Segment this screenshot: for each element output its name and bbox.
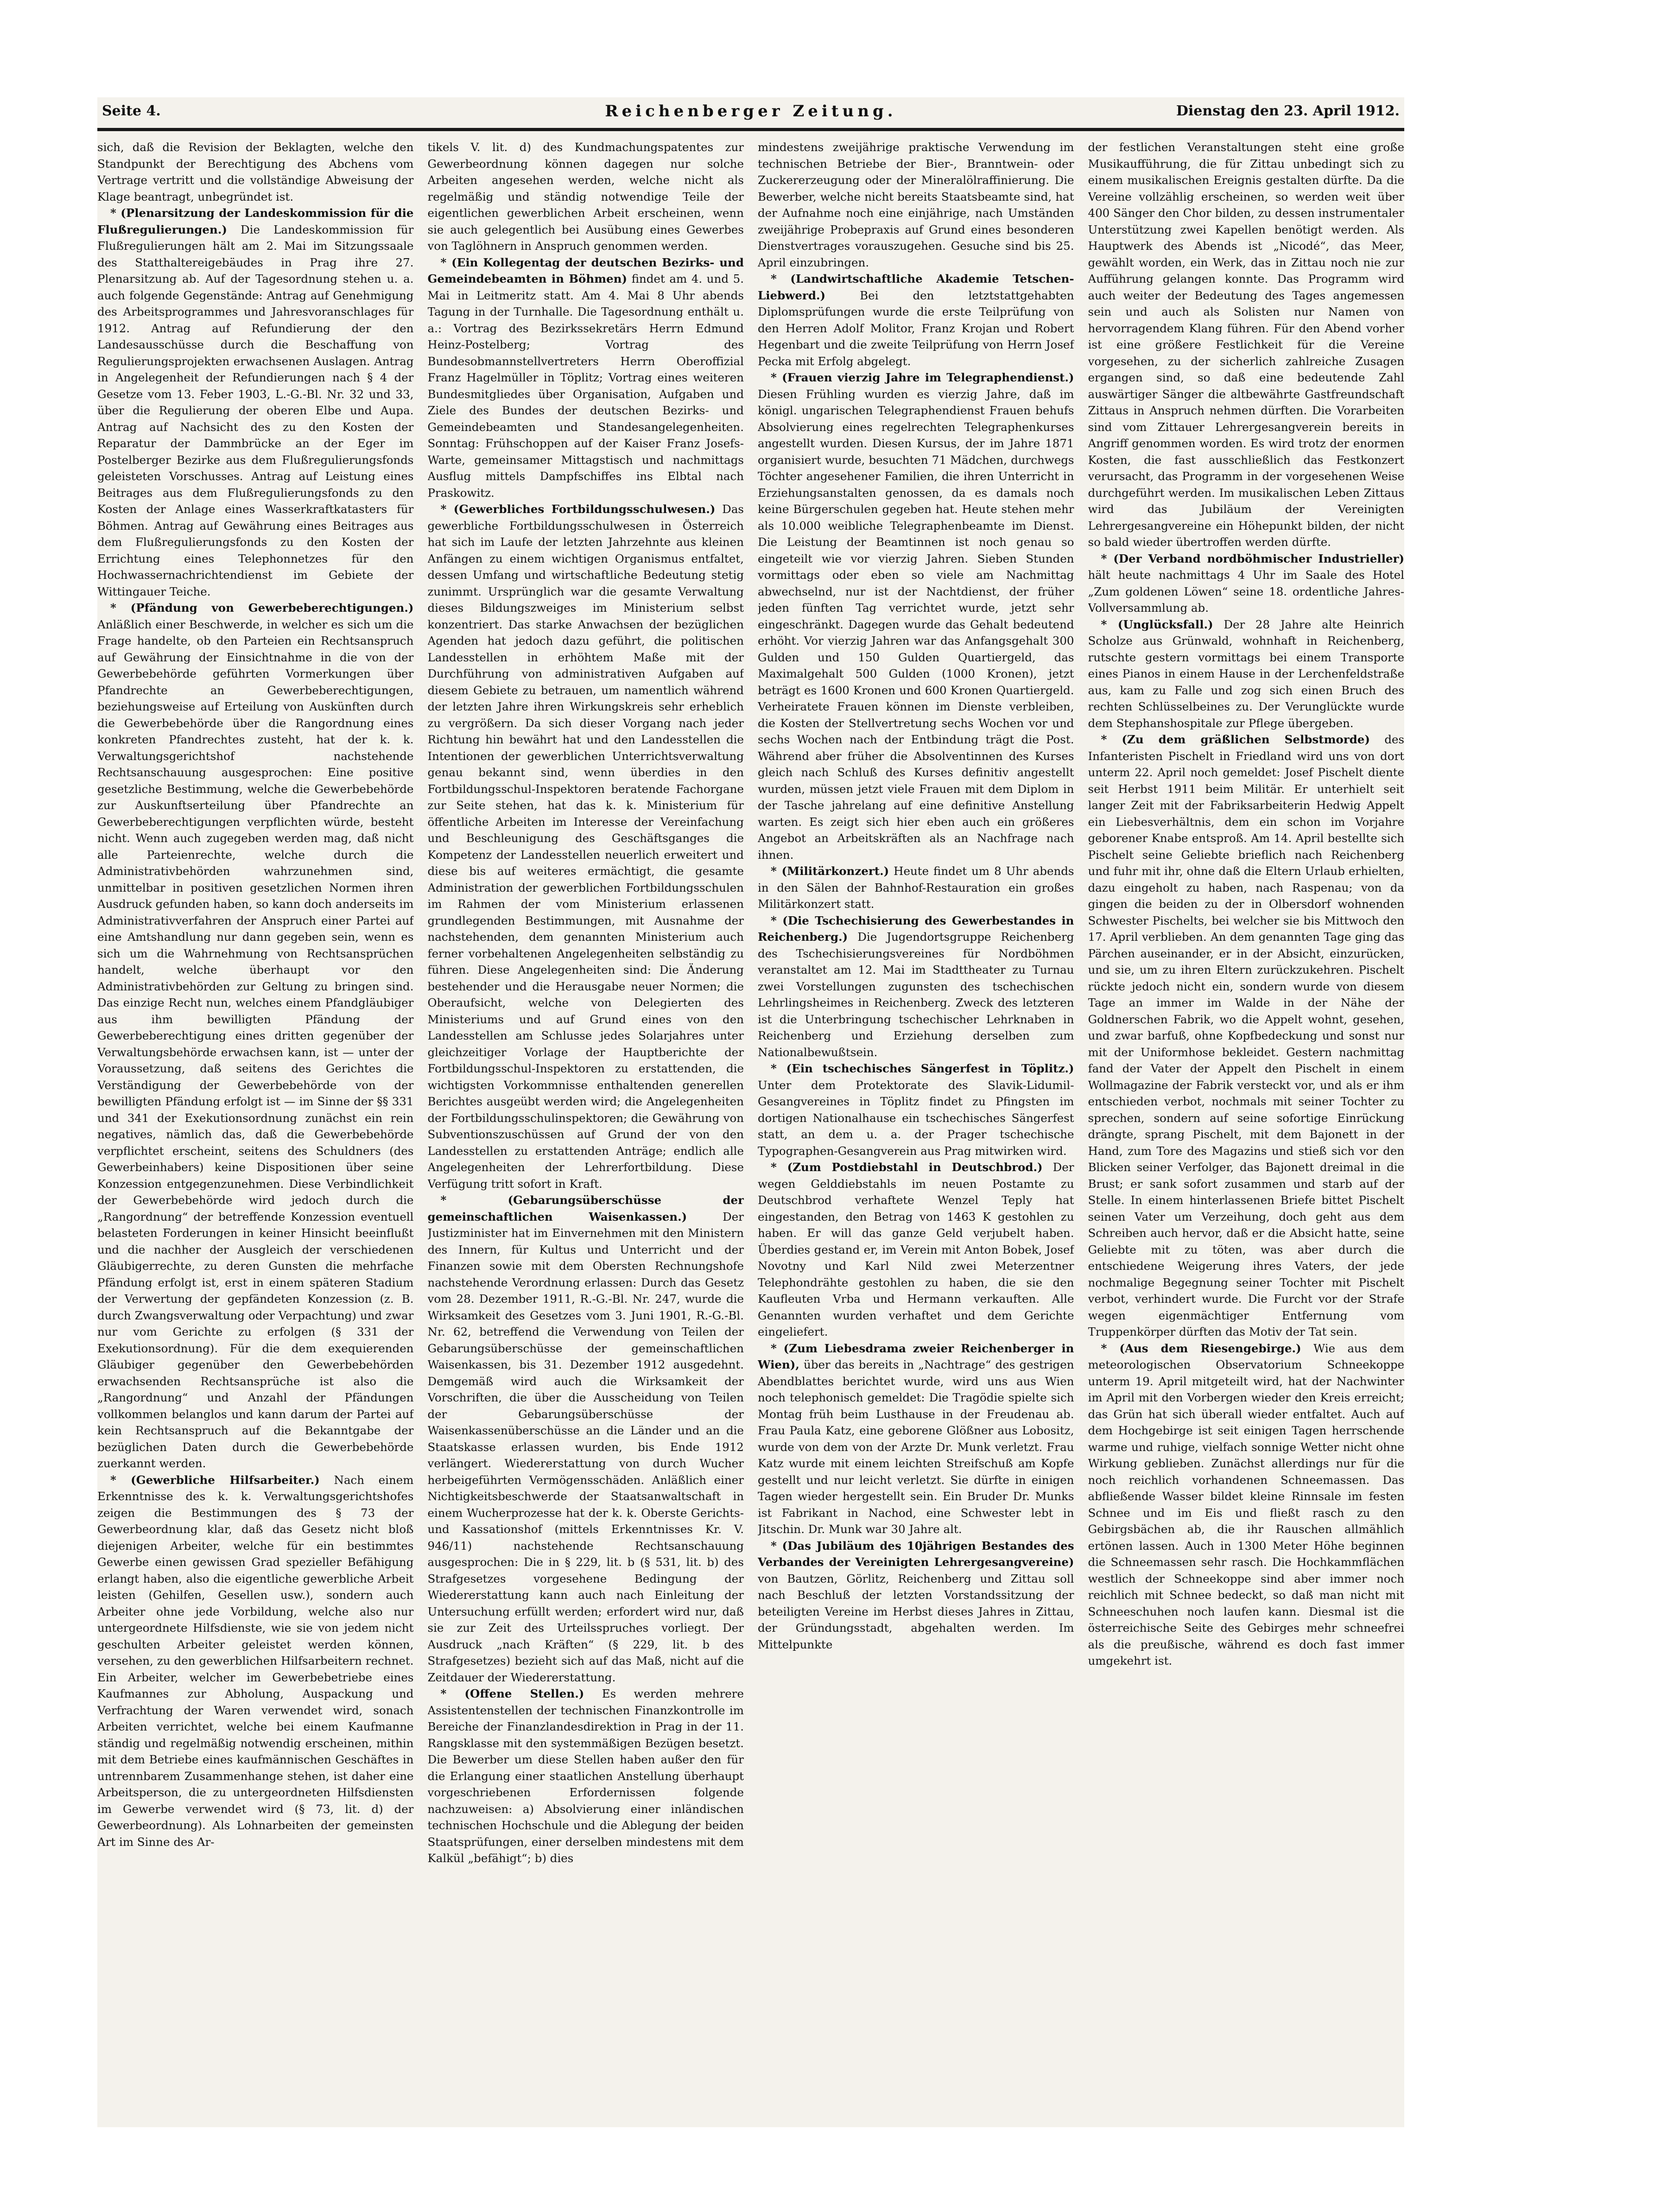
article-text: findet am 4. und 5. Mai in Leitmeritz statt. Am 4. Mai 8 Uhr abends Tagung in der Turnhalle. Die Tagesordnung enthält u. a.: Vortrag des Bezirkssekretärs Herrn Edmund Heinz-Postelberg; Vortrag des Bundesobmannstellvertreters Herrn Oberoffizial Franz Hagelmüller in Töplitz; Vortrag eines weiteren Bundesmitgliedes über Organisation, Aufgaben und Ziele des Bundes der deutschen Bezirks- und Gemeindebeamten und Standesangelegenheiten. Sonntag: Frühschoppen auf der Kaiser Franz Josefs-Warte, gemeinsamer Mittagstisch und nachmittags Ausflug mittels Dampfschiffes ins Elbtal nach Praskowitz.: [427, 272, 744, 500]
article-paragraph: [97, 600, 414, 1472]
newspaper-title: Reichenberger Zeitung.: [605, 102, 897, 120]
article-text: Unter dem Protektorate des Slavik-Lidumil-Gesangvereines in Töplitz findet zu Pfingsten im dortigen Nationalhause ein tschechisches Sängerfest statt, an dem u. a. der Prager tschechische Typographen-Gesangverein aus Prag mitwirken wird.: [758, 1078, 1074, 1158]
article-heading: * (Zum Postdiebstahl in Deutschbrod.): [771, 1160, 1043, 1174]
article-text: Die Jugendortsgruppe Reichenberg des Tschechisierungsvereines für Nordböhmen veranstaltet am 12. Mai im Stadttheater zu Turnau zwei Vorstellungen zugunsten des tschechischen Lehrlingsheimes in Reichenberg. Zweck des letzteren ist die Unterbringung tschechischer Lehrknaben in Reichenberg und Erziehung derselben zum Nationalbewußtsein.: [758, 930, 1074, 1059]
article-heading: * (Ein tschechisches Sängerfest in Töplitz.): [771, 1062, 1074, 1075]
article-paragraph: [758, 1538, 1074, 1653]
article-heading: * (Frauen vierzig Jahre im Telegraphendienst.): [771, 371, 1074, 384]
page-number: Seite 4.: [102, 103, 161, 119]
article-heading: * (Die Tschechisierung des Gewerbestandes in Reichenberg.): [758, 913, 1074, 944]
article-paragraph: [428, 1192, 744, 1686]
article-paragraph: [758, 1060, 1074, 1159]
article-text: Diesen Frühling wurden es vierzig Jahre, daß im königl. ungarischen Telegraphendienst Frauen behufs Absolvierung eines regelrechten Telegraphenkurses angestellt wurden. Diesen Kursus, der im Jahre 1871 organisiert wurde, besuchten 71 Mädchen, durchwegs Töchter angesehener Familien, die ihren Unterricht in Erziehungsanstalten genossen, da es damals noch keine Bürgerschulen gegeben hat. Heute stehen mehr als 10.000 weibliche Telegraphenbeamte im Dienst. Die Leistung der Beamtinnen ist noch genau so eingeteilt wie vor vierzig Jahren. Sieben Stunden vormittags oder eben so viele am Nachmittag abwechselnd, nur ist der Nachtdienst, der früher jeden fünften Tag verrichtet wurde, jetzt sehr eingeschränkt. Dagegen wurde das Gehalt bedeutend erhöht. Vor vierzig Jahren war das Anfangsgehalt 300 Gulden und 150 Gulden Quartiergeld, das Maximalgehalt 500 Gulden (1000 Kronen), jetzt beträgt es 1600 Kronen und 600 Kronen Quartiergeld. Verheiratete Frauen können im Dienste verbleiben, die Kosten der Stellvertretung sechs Wochen vor und sechs Wochen nach der Entbindung trägt die Post. Während aber früher die Absolventinnen des Kurses gleich nach Schluß des Kurses definitiv angestellt wurden, müssen jetzt viele Frauen mit dem Diplom in der Tasche jahrelang auf eine definitive Anstellung warten. Es zeigt sich hier eben auch ein größeres Angebot an Arbeitskräften als an Nachfrage nach ihnen.: [758, 387, 1074, 862]
article-text: des Infanteristen Pischelt in Friedland wird uns von dort unterm 22. April noch gemeldet: Josef Pischelt diente seit Herbst 1911 beim Militär. Er unterhielt seit langer Zeit mit der Fabriksarbeiterin Hedwig Appelt ein Liebesverhältnis, dem ein schon im Vorjahre geborener Knabe entsproß. Am 14. April bestellte sich Pischelt seine Geliebte brieflich nach Reichenberg und fuhr mit ihr, ohne daß die Eltern Urlaub erhielten, dazu eingeholt zu haben, nach Raspenau; von da gingen die beiden zu der in Olbersdorf wohnenden Schwester Pischelts, bei welcher sie bis Mittwoch den 17. April verblieben. An dem genannten Tage ging das Pärchen auseinander, er in der Absicht, einzurücken, und sie, um zu ihren Eltern zurückzukehren. Pischelt rückte jedoch nicht ein, sondern wurde von diesem Tage an immer im Walde in der Nähe der Goldnerschen Fabrik, wo die Appelt wohnt, gesehen, und zwar barfuß, ohne Kopfbedeckung und sonst nur mit der Uniformhose bekleidet. Gestern nachmittag fand der Vater der Appelt den Pischelt in einem Wollmagazine der Fabrik versteckt vor, und als er ihm entschieden verbot, nochmals mit seiner Tochter zu sprechen, sondern auf seine sofortige Einrückung drängte, sprang Pischelt, mit dem Bajonett in der Hand, zum Tore des Magazins und stieß sich vor den Blicken seiner Verfolger, das Bajonett dreimal in die Brust; er sank sofort zusammen und starb auf der Stelle. In einem hinterlassenen Briefe bittet Pischelt seinen Vater um Verzeihung, doch geht aus dem Schreiben auch hervor, daß er die Absicht hatte, seine Geliebte mit zu töten, was aber durch die entschiedene Weigerung ihres Vaters, der jede nochmalige Begegnung seiner Tochter mit Pischelt verbot, verhindert wurde. Die Furcht vor der Strafe wegen eigenmächtiger Entfernung vom Truppenkörper dürften das Motiv der Tat sein.: [1088, 733, 1404, 1338]
article-text: Anläßlich einer Beschwerde, in welcher es sich um die Frage handelte, ob den Parteien ein Rechtsanspruch auf Gewährung der Einsichtnahme in die von der Gewerbebehörde geführten Vormerkungen über Pfandrechte an Gewerbeberechtigungen, beziehungsweise auf Erteilung von Auskünften durch die Gewerbebehörde über die Rangordnung eines konkreten Pfandrechtes zusteht, hat der k. k. Verwaltungsgerichtshof nachstehende Rechtsanschauung ausgesprochen: Eine positive gesetzliche Bestimmung, welche die Gewerbebehörde zur Auskunftserteilung über Pfandrechte an Gewerbeberechtigungen verpflichten würde, besteht nicht. Wenn auch zugegeben werden mag, daß nicht alle Parteienrechte, welche durch die Administrativbehörden wahrzunehmen sind, unmittelbar in positiven gesetzlichen Normen ihren Ausdruck gefunden haben, so kann doch anderseits im Administrativverfahren der Anspruch einer Partei auf eine Amtshandlung nur dann gegeben sein, wenn es sich um die Wahrnehmung von Rechtsansprüchen handelt, welche überhaupt vor den Administrativbehörden zur Geltung zu bringen sind. Das einzige Recht nun, welches einem Pfandgläubiger aus ihm bewilligten Pfändung der Gewerbeberechtigung eines dritten gegenüber der Verwaltungsbehörde erwachsen kann, ist — unter der Voraussetzung, daß seitens des Gerichtes die Verständigung der Gewerbebehörde von der bewilligten Pfändung erfolgt ist — im Sinne der §§ 331 und 341 der Exekutionsordnung zunächst ein rein negatives, nämlich das, daß die Gewerbebehörde verpflichtet erscheint, seitens des Schuldners (des Gewerbeinhabers) keine Dispositionen über seine Konzession entgegenzunehmen. Diese Verbindlichkeit der Gewerbebehörde wird jedoch durch die „Rangordnung“ der betreffende Konzession eventuell belasteten Forderungen in keiner Hinsicht beeinflußt und die nachher der Ausgleich der verschiedenen Gläubigerrechte, zu deren Gunsten die mehrfache Pfändung erfolgt ist, erst in einem späteren Stadium der Verwertung der gepfändeten Konzession (z. B. durch Zwangsverwaltung oder Verpachtung) und zwar nur vom Gerichte zu erfolgen (§ 331 der Exekutionsordnung). Für die dem exequierenden Gläubiger gegenüber den Gewerbebehörden erwachsenden Rechtsansprüche ist also die „Rangordnung“ und Anzahl der Pfändungen vollkommen belanglos und kann darum der Partei auf kein Rechtsanspruch auf die Bekanntgabe der bezüglichen Daten durch die Gewerbebehörde zuerkannt werden.: [97, 617, 414, 1470]
article-paragraph: [428, 501, 744, 1192]
article-heading: * (Der Verband nordböhmischer Industrieller): [1101, 551, 1404, 565]
article-paragraph: [758, 271, 1074, 369]
article-paragraph: [428, 1686, 744, 1867]
column-1: [97, 139, 414, 2118]
article-heading: * (Das Jubiläum des 10jährigen Bestandes des Verbandes der Vereinigten Lehrergesangvereine): [758, 1539, 1074, 1569]
article-text: sich, daß die Revision der Beklagten, welche den Standpunkt der Berechtigung des Abchens vom Vertrage vertritt und die vollständige Abweisung der Klage beantragt, unbegründet ist.: [97, 140, 414, 203]
article-paragraph: [97, 205, 414, 600]
article-heading: * (Militärkonzert.): [771, 864, 889, 878]
article-heading: * (Gewerbliche Hilfsarbeiter.): [110, 1473, 320, 1487]
article-text: hält heute nachmittags 4 Uhr im Saale des Hotel „Zum goldenen Löwen“ seine 18. ordentliche Jahres-Vollversammlung ab.: [1088, 568, 1404, 615]
article-paragraph: [758, 863, 1074, 913]
article-paragraph: [758, 369, 1074, 863]
column-2: [428, 139, 744, 2118]
article-text: der festlichen Veranstaltungen steht eine große Musikaufführung, die für Zittau unbedingt sich zu einem musikalischen Ereignis gestalten dürfte. Da die Vereine vollzählig erscheinen, so werden weit über 400 Sänger den Chor bilden, zu dessen instrumentaler Unterstützung zwei Kapellen benötigt werden. Als Hauptwerk des Abends ist „Nicodé“, das Meer, gewählt worden, ein Werk, das in Zittau noch nie zur Aufführung gelangen konnte. Das Programm wird auch weiter der Bedeutung des Tages angemessen sein und auch als Solisten nur Namen von hervorragendem Klang führen. Für den Abend vorher ist eine größere Festlichkeit für die Vereine vorgesehen, zu der sicherlich zahlreiche Zusagen ergangen sind, so daß eine bedeutende Zahl auswärtiger Sänger die altbewährte Gastfreundschaft Zittaus in Anspruch nehmen dürften. Die Vorarbeiten sind vom Zittauer Lehrergesangverein bereits in Angriff genommen worden. Es wird trotz der enormen Kosten, die fast ausschließlich das Festkonzert verursacht, das Programm in der vorgesehenen Weise durchgeführt werden. Im musikalischen Leben Zittaus wird das Jubiläum der Vereinigten Lehrergesangvereine ein Höhepunkt bilden, der nicht so bald wieder übertroffen werden dürfte.: [1088, 140, 1404, 549]
article-heading: * (Zum Liebesdrama zweier Reichenberger in Wien),: [758, 1341, 1074, 1371]
article-paragraph: [1088, 551, 1405, 616]
article-columns: [97, 139, 1404, 2118]
article-text: Bei den letztstattgehabten Diplomsprüfungen wurde die erste Teilprüfung von den Herren Adolf Molitor, Franz Krojan und Robert Hegenbart und die zweite Teilprüfung von Herrn Josef Pecka mit Erfolg abgelegt.: [758, 288, 1074, 368]
article-text: Nach einem Erkenntnisse des k. k. Verwaltungsgerichtshofes zeigen die Bestimmungen des § 73 der Gewerbeordnung klar, daß das Gesetz nicht bloß diejenigen Arbeiter, welche für ein bestimmtes Gewerbe einen gewissen Grad spezieller Befähigung erlangt haben, also die eigentliche gewerbliche Arbeit leisten (Gehilfen, Gesellen usw.), sondern auch Arbeiter ohne jede Vorbildung, welche also nur untergeordnete Hilfsdienste, wie sie von jedem nicht geschulten Arbeiter geleistet werden können, versehen, zu den gewerblichen Hilfsarbeitern rechnet. Ein Arbeiter, welcher im Gewerbebetriebe eines Kaufmannes zur Abholung, Auspackung und Verfrachtung der Waren verwendet wird, sonach Arbeiten verrichtet, welche bei einem Kaufmanne ständig und regelmäßig notwendig erscheinen, mithin mit dem Betriebe eines kaufmännischen Geschäftes in untrennbarem Zusammenhange stehen, ist daher eine Arbeitsperson, die zu untergeordneten Hilfsdiensten im Gewerbe verwendet wird (§ 73, lit. d) der Gewerbeordnung). Als Lohnarbeiten der gemeinsten Art im Sinne des Ar-: [97, 1473, 414, 1849]
article-paragraph: [758, 139, 1074, 271]
article-heading: * (Zu dem gräßlichen Selbstmorde): [1101, 733, 1370, 746]
article-paragraph: [97, 1472, 414, 1851]
article-text: Der wegen Gelddiebstahls im neuen Postamte zu Deutschbrod verhaftete Wenzel Teply hat eingestanden, den Betrag von 1463 K gestohlen zu haben. Er will das ganze Geld verjubelt haben. Überdies gestand er, im Verein mit Anton Bobek, Josef Novotny und Karl Nild zwei Meterzentner Telephondrähte gestohlen zu haben, die sie den Kaufleuten Vrba und Hermann verkauften. Alle Genannten wurden verhaftet und dem Gerichte eingeliefert.: [758, 1160, 1074, 1338]
article-heading: * (Unglücksfall.): [1101, 617, 1213, 631]
article-text: Wie aus dem meteorologischen Observatorium Schneekoppe unterm 19. April mitgeteilt wird, hat der Nachwinter im April mit den Vorbergen wieder den Kreis erreicht; das Grün hat sich überall wieder entfaltet. Auch auf dem Hochgebirge ist seit einigen Tagen herrschende warme und ruhige, vielfach sonnige Wetter nicht ohne Wirkung geblieben. Zunächst allerdings nur für die noch reichlich vorhandenen Schneemassen. Das abfließende Wasser bildet kleine Rinnsale im festen Schnee und im Eis und fließt rasch zu den Gebirgsbächen ab, die ihr Rauschen allmählich ertönen lassen. Auch in 1300 Meter Höhe beginnen die Schneemassen sehr rasch. Die Hochkammflächen westlich der Schneekoppe sind aber immer noch reichlich mit Schnee bedeckt, so daß man nicht mit Schneeschuhen noch laufen kann. Diesmal ist die österreichische Seite des Gebirges mehr schneefrei als die preußische, während es doch fast immer umgekehrt ist.: [1088, 1341, 1404, 1667]
article-paragraph: [428, 139, 744, 254]
article-heading: * (Landwirtschaftliche Akademie Tetschen-Liebwerd.): [758, 272, 1074, 302]
article-heading: * (Gebarungsüberschüsse der gemeinschaftlichen Waisenkassen.): [427, 1193, 744, 1223]
masthead: [97, 97, 1404, 131]
article-text: Der Justizminister hat im Einvernehmen mit den Ministern des Innern, für Kultus und Unterricht und der Finanzen sowie mit dem Obersten Rechnungshofe nachstehende Verordnung erlassen: Durch das Gesetz vom 28. Dezember 1911, R.-G.-Bl. Nr. 247, wurde die Wirksamkeit des Gesetzes vom 3. Juni 1901, R.-G.-Bl. Nr. 62, betreffend die Verwendung von Teilen der Gebarungsüberschüsse der gemeinschaftlichen Waisenkassen, bis 31. Dezember 1912 ausgedehnt. Demgemäß wird auch die Wirksamkeit der Vorschriften, die über die Ausscheidung von Teilen der Gebarungsüberschüsse der Waisenkassenüberschüsse an die Länder und an die Staatskasse erlassen wurden, bis Ende 1912 verlängert. Wiedererstattung von durch Wucher herbeigeführten Vermögensschäden. Anläßlich einer Nichtigkeitsbeschwerde der Staatsanwaltschaft in einem Wucherprozesse hat der k. k. Oberste Gerichts- und Kassationshof (mittels Erkenntnisses Kr. V. 946/11) nachstehende Rechtsanschauung ausgesprochen: Die in § 229, lit. b (§ 531, lit. b) des Strafgesetzes vorgesehene Bedingung der Wiedererstattung kann auch nach Einleitung der Untersuchung erfüllt werden; erfordert wird nur, daß sie zur Zeit des Urteilsspruches vorliegt. Der Ausdruck „nach Kräften“ (§ 229, lit. b des Strafgesetzes) bezieht sich auf das Maß, nicht auf die Zeitdauer der Wiedererstattung.: [427, 1210, 744, 1684]
article-heading: * (Aus dem Riesengebirge.): [1101, 1341, 1301, 1355]
column-3: [758, 139, 1074, 2118]
article-text: Die Landeskommission für Flußregulierungen hält am 2. Mai im Sitzungssaale des Statthaltereigebäudes in Prag ihre 27. Plenarsitzung ab. Auf der Tagesordnung stehen u. a. auch folgende Gegenstände: Antrag auf Genehmigung des Arbeitsprogrammes und Jahresvoranschlages für 1912. Antrag auf Refundierung der den Landesausschüsse durch die Beschaffung von Regulierungsprojekten erwachsenen Auslagen. Antrag in Angelegenheit der Refundierungen nach § 4 der Gesetze vom 13. Feber 1903, L.-G.-Bl. Nr. 32 und 33, über die Regulierung der oberen Elbe und Aupa. Antrag auf Nachsicht des zu den Kosten der Reparatur der Dammbrücke an der Eger im Postelberger Bezirke aus dem Flußregulierungsfonds geleisteten Vorschusses. Antrag auf Leistung eines Beitrages aus dem Flußregulierungsfonds zu den Kosten der Anlage eines Wasserkraftkatasters für Böhmen. Antrag auf Gewährung eines Beitrages aus dem Flußregulierungsfonds zu den Kosten der Errichtung eines Telephonnetzes für den Hochwassernachrichtendienst im Gebiete der Wittingauer Teiche.: [97, 222, 414, 598]
issue-date: Dienstag den 23. April 1912.: [1176, 103, 1400, 119]
article-paragraph: [758, 1340, 1074, 1538]
article-text: Das gewerbliche Fortbildungsschulwesen in Österreich hat sich im Laufe der letzten Jahrzehnte aus kleinen Anfängen zu einem wichtigen Organismus entfaltet, dessen Umfang und wirtschaftliche Bedeutung stetig zunimmt. Ursprünglich war die gesamte Verwaltung dieses Bildungszweiges im Ministerium selbst konzentriert. Das starke Anwachsen der bezüglichen Agenden hat jedoch dazu geführt, die politischen Landesstellen in erhöhtem Maße mit der Durchführung von administrativen Aufgaben auf diesem Gebiete zu betrauen, um namentlich während der letzten Jahre ihren Wirkungskreis sehr erheblich zu vergrößern. Da sich dieser Vorgang nach jeder Richtung hin bewährt hat und den Landesstellen die Intentionen der gewerblichen Unterrichtsverwaltung genau bekannt sind, wenn überdies in den Fortbildungsschul-Inspektoren beratende Fachorgane zur Seite stehen, hat das k. k. Ministerium für öffentliche Arbeiten im Interesse der Vereinfachung und Beschleunigung des Geschäftsganges die Kompetenz der Landesstellen neuerlich erweitert und diese bis auf weiteres ermächtigt, die gesamte Administration der gewerblichen Fortbildungsschulen im Rahmen der vom Ministerium erlassenen grundlegenden Bestimmungen, mit Ausnahme der nachstehenden, dem genannten Ministerium auch ferner vorbehaltenen Angelegenheiten selbständig zu führen. Diese Angelegenheiten sind: Die Änderung bestehender und die Herausgabe neuer Normen; die Oberaufsicht, welche von Delegierten des Ministeriums und auf Grund eines von den Landesstellen am Schlusse jedes Solarjahres unter gleichzeitiger Vorlage der Hauptberichte der Fortbildungsschul-Inspektoren zu erstattenden, die wichtigsten Vorkommnisse enthaltenden generellen Berichtes ausgeübt werden wird; die Angelegenheiten der Fortbildungsschulinspektoren; die Gewährung von Subventionszuschüssen auf Grund der von den Landesstellen zu erstattenden Anträge; endlich alle Angelegenheiten der Lehrerfortbildung. Diese Verfügung tritt sofort in Kraft.: [427, 502, 744, 1191]
article-paragraph: [428, 254, 744, 501]
article-heading: * (Ein Kollegentag der deutschen Bezirks- und Gemeindebeamten in Böhmen): [427, 255, 744, 285]
article-paragraph: [1088, 616, 1405, 732]
article-heading: * (Plenarsitzung der Landeskommission für die Flußregulierungen.): [97, 206, 414, 236]
article-text: von Bautzen, Görlitz, Reichenberg und Zittau soll nach Beschluß der letzten Vorstandssitzung der beteiligten Vereine im Herbst dieses Jahres in Zittau, der Gründungsstadt, abgehalten werden. Im Mittelpunkte: [758, 1572, 1074, 1651]
article-text: über das bereits in „Nachtrage“ des gestrigen Abendblattes berichtet wurde, wird uns aus Wien noch telephonisch gemeldet: Die Tragödie spielte sich Montag früh beim Lusthause in der Freudenau ab. Frau Paula Katz, eine geborene Glößner aus Lobositz, wurde von dem von der Arzte Dr. Munk verletzt. Frau Katz wurde mit einem leichten Streifschuß am Kopfe gestellt und nur leicht verletzt. Sie dürfte in einigen Tagen wieder hergestellt sein. Ein Bruder Dr. Munks ist Fabrikant in Nachod, eine Schwester lebt in Jitschin. Dr. Munk war 30 Jahre alt.: [758, 1358, 1074, 1536]
article-text: Es werden mehrere Assistentenstellen der technischen Finanzkontrolle im Bereiche der Finanzlandesdirektion in Prag in der 11. Rangsklasse mit den systemmäßigen Bezügen besetzt. Die Bewerber um diese Stellen haben außer den für die Erlangung einer staatlichen Anstellung überhaupt vorgeschriebenen Erfordernissen folgende nachzuweisen: a) Absolvierung einer inländischen technischen Hochschule und die Ablegung der beiden Staatsprüfungen, einer derselben mindestens mit dem Kalkül „befähigt“; b) dies: [427, 1687, 744, 1865]
column-4: [1088, 139, 1405, 2118]
article-heading: * (Offene Stellen.): [440, 1687, 584, 1700]
article-paragraph: [1088, 139, 1405, 551]
newspaper-page: [97, 97, 1404, 2127]
article-text: Heute findet um 8 Uhr abends in den Sälen der Bahnhof-Restauration ein großes Militärkonzert statt.: [758, 864, 1074, 911]
article-paragraph: [758, 1159, 1074, 1340]
article-text: Der 28 Jahre alte Heinrich Scholze aus Grünwald, wohnhaft in Reichenberg, rutschte gestern vormittags bei einem Transporte eines Pianos in einem Hause in der Lerchenfeldstraße aus, kam zu Falle und zog sich einen Bruch des rechten Schlüsselbeines zu. Der Verunglückte wurde dem Stephanshospitale zur Pflege übergeben.: [1088, 617, 1404, 730]
article-text: mindestens zweijährige praktische Verwendung im technischen Betriebe der Bier-, Branntwein- oder Zuckererzeugung oder der Mineralölraffinierung. Die Bewerber, welche nicht bereits Staatsbeamte sind, hat der Aufnahme noch eine einjährige, nach Umständen zweijährige Probepraxis auf Grund eines besonderen Dienstvertrages vorauszugehen. Gesuche sind bis 25. April einzubringen.: [758, 140, 1074, 269]
article-paragraph: [1088, 731, 1405, 1340]
article-paragraph: [97, 139, 414, 205]
article-paragraph: [758, 913, 1074, 1061]
article-text: tikels V. lit. d) des Kundmachungspatentes zur Gewerbeordnung können dagegen nur solche Arbeiten angesehen werden, welche nicht als regelmäßig und ständig notwendige Teile der eigentlichen gewerblichen Arbeit erscheinen, wenn sie auch gelegentlich bei Ausübung eines Gewerbes von Taglöhnern in Anspruch genommen werden.: [427, 140, 744, 253]
article-heading: * (Gewerbliches Fortbildungsschulwesen.): [440, 502, 716, 516]
article-heading: * (Pfändung von Gewerbeberechtigungen.): [110, 601, 414, 615]
article-paragraph: [1088, 1340, 1405, 1669]
